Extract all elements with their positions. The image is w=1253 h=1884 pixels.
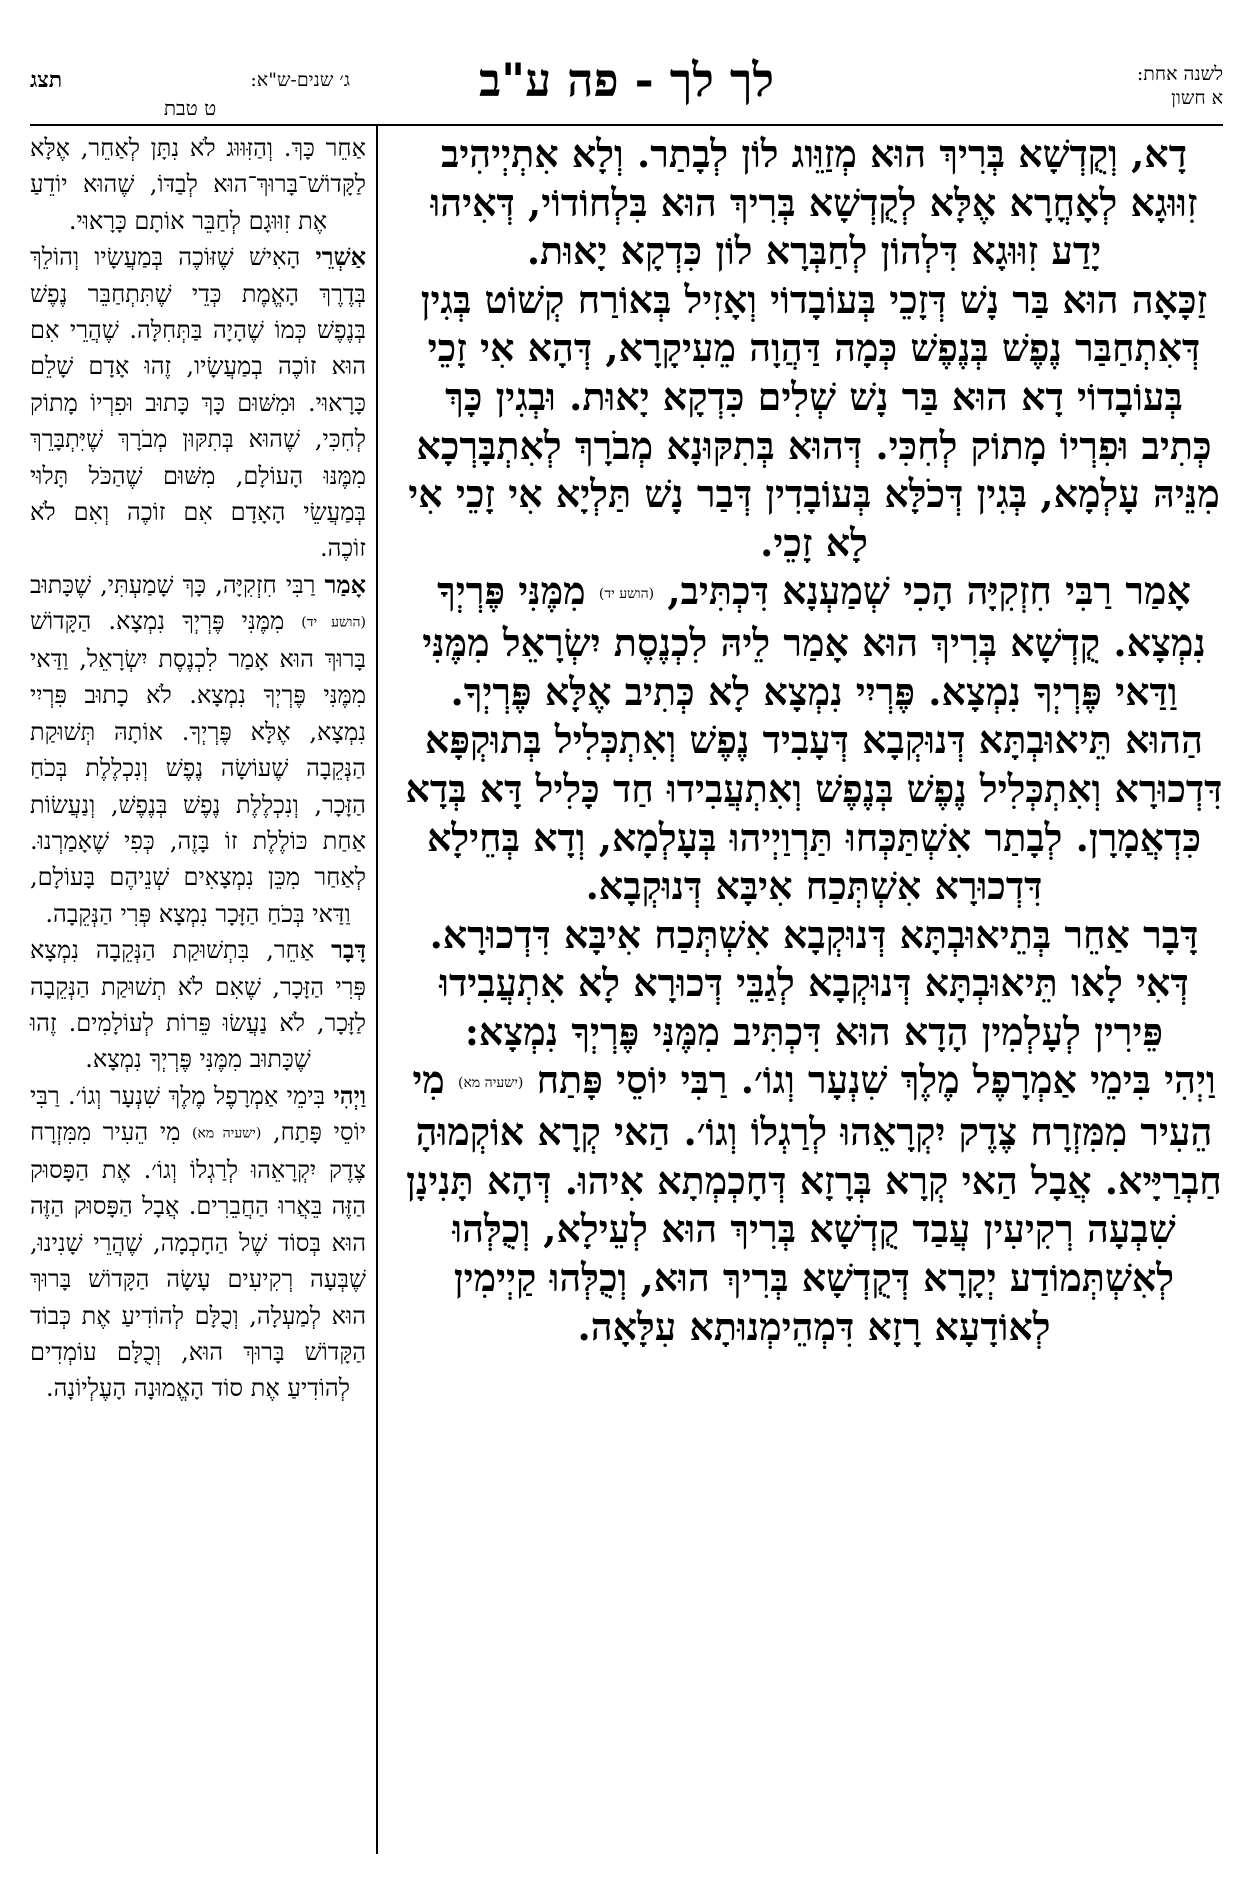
page-header — [30, 40, 1223, 120]
main-paragraph-1: דָא, וְקֻדְשָׁא בְּרִיךְ הוּא מְזַוֵּוג לוֹן לְבָתַר. וְלָא אִתְיְיהִיב זִוּוּגָא לְאָחֳרָא אֶלָּא לְקֻדְשָׁא בְּרִיךְ הוּא בִּלְחוֹדוֹי, דְּאִיהוּ יָדַע זִוּוּגָא דִּלְהוֹן לְחַבְּרָא לוֹן כִּדְקָא יָאוּת. — [430, 131, 1198, 274]
side-paragraph-5-text-a: בִּימֵי אַמְרָפֶל מֶלֶךְ שִׁנְעָר וְגוֹ׳. רַבִּי יוֹסֵי פָּתַח, — [30, 1081, 367, 1147]
main-paragraph-4-text: אַחֵר בְּתֵיאוּבְתָּא דְּנוּקְבָא אִשְׁתְּכַח אִיבָּא דִּדְכוּרָא. דְּאִי לָאו תֵּיאוּבְתָּא דְּנוּקְבָא לְגַבֵּי דְּכוּרָא לָא אִתְעֲבִידוּ פֵּירִין לְעָלְמִין הָדָא הוּא דִּכְתִּיב מִמֶּנִּי פֶּרְיְךָ נִמְצָא: — [429, 911, 1189, 1054]
header-one-year-label: לשנה אחת: — [1136, 63, 1223, 85]
header-one-year-date: א חשון — [1171, 87, 1223, 109]
column-divider — [376, 124, 378, 1854]
side-paragraph-4 — [30, 932, 366, 1078]
header-schedule-three-years — [30, 68, 350, 92]
main-paragraph-4-lead-word: דָּבָר — [1143, 911, 1199, 957]
side-paragraph-3-text-b: מִמֶּנִּי פֶּרְיְךָ נִמְצָא. הַקָּדוֹשׁ בָּרוּךְ הוּא אָמַר לִכְנֶסֶת יִשְׂרָאֵל, וַדַּאי מִמֶּנִּי פֶּרְיְךָ נִמְצָא. לֹא כָתוּב פִּרְיִי נִמְצָא, אֶלָּא פֶּרְיְךָ. אוֹתָהּ תְּשׁוּקַת הַנְּקֵבָה שֶׁעוֹשָׂה נֶפֶשׁ וְנִכְלֶלֶת בְּכֹחַ הַזָּכָר, וְנִכְלֶלֶת נֶפֶשׁ בְּנֶפֶשׁ, וְנַעֲשׂוֹת אַחַת כּוֹלֶלֶת זוֹ בָּזֶה, כְּפִי שֶׁאָמַרְנוּ. לְאַחַר מִכֵּן נִמְצָאִים שְׁנֵיהֶם בָּעוֹלָם, וַדַּאי בְּכֹחַ הַזָּכָר נִמְצָא פְּרִי הַנְּקֵבָה. — [30, 607, 366, 928]
side-paragraph-2-text: הָאִישׁ שֶׁזּוֹכֶה בְּמַעֲשָׂיו וְהוֹלֵךְ בְּדֶרֶךְ הָאֱמֶת כְּדֵי שֶׁתִּתְחַבֵּר נֶפֶשׁ בְּנֶפֶשׁ כְּמוֹ שֶׁהָיָה בַּתְּחִלָּה. שֶׁהֲרֵי אִם הוּא זוֹכֶה בְמַעֲשָׂיו, זֶהוּ אָדָם שָׁלֵם כָּרָאוּי. וּמִשּׁוּם כָּךְ כָּתוּב וּפִרְיוֹ מָתוֹק לְחִכִּי, שֶׁהוּא בְּתִקּוּן מְבֹרָךְ שֶׁיִּתְבָּרֵךְ מִמֶּנּוּ הָעוֹלָם, מִשּׁוּם שֶׁהַכֹּל תָּלוּי בְּמַעֲשֵׂי הָאָדָם אִם זוֹכֶה וְאִם לֹא זוֹכֶה. — [30, 243, 366, 563]
main-paragraph-3-reference: (הושע יד) — [598, 586, 655, 603]
main-paragraph-5-text-b: מִי הֵעִיר מִמִּזְרָח צֶדֶק יִקְרָאֵהוּ לְרַגְלוֹ וְגוֹ׳. הַאי קְרָא אוֹקְמוּהָ חַבְרַיָּיא. אֲבָל הַאי קְרָא בְּרָזָא דְּחָכְמְתָא אִיהוּ. דְּהָא תָּנִינָן שִׁבְעָה רְקִיעִין עֲבַד קֻדְשָׁא בְּרִיךְ הוּא לְעֵילָא, וְכֻלְּהוּ לְאִשְׁתְּמוֹדַע יְקָרָא דְּקֻדְשָׁא בְּרִיךְ הוּא, וְכֻלְּהוּ קַיְימִין לְאוֹדָעָא רָזָא דִּמְהֵימְנוּתָא עִלָּאָה. — [406, 1057, 1222, 1349]
side-paragraph-4-lead-word: דָּבָר — [331, 935, 366, 965]
side-paragraph-5-text-b: מִי הֵעִיר מִמִּזְרָח צֶדֶק יִקְרָאֵהוּ לְרַגְלוֹ וְגוֹ׳. אֶת הַפָּסוּק הַזֶּה בֵּאֲרוּ הַחֲבֵרִים. אֲבָל הַפָּסוּק הַזֶּה הוּא בְּסוֹד שֶׁל הַחָכְמָה, שֶׁהֲרֵי שָׁנִינוּ, שֶׁבְּעָה רְקִיעִים עָשָׂה הַקָּדוֹשׁ בָּרוּךְ הוּא לְמַעְלָה, וְכֻלָּם לְהוֹדִיעַ אֶת כְּבוֹד הַקָּדוֹשׁ בָּרוּךְ הוּא, וְכֻלָּם עוֹמְדִים לְהוֹדִיעַ אֶת סוֹד הָאֱמוּנָה הָעֶלְיוֹנָה. — [30, 1118, 366, 1403]
side-paragraph-3-text-a: רַבִּי חִזְקִיָּה, כָּךְ שָׁמַעְתִּי, שֶׁכָּתוּב — [30, 570, 325, 599]
main-paragraph-5-reference: (ישעיה מא) — [458, 1075, 524, 1092]
main-paragraph-2-lead-word: זַכָּאָה — [1131, 276, 1208, 322]
hebrew-translation-column — [30, 130, 366, 1407]
header-divider — [30, 124, 1223, 126]
side-paragraph-5 — [30, 1078, 366, 1407]
main-paragraph-4 — [405, 911, 1223, 1057]
aramaic-main-text — [405, 130, 1223, 1351]
side-paragraph-2 — [30, 239, 366, 567]
main-paragraph-5-lead-word: וַיְהִי — [1164, 1057, 1216, 1103]
main-paragraph-3-text-a: רַבִּי חִזְקִיָּה הָכִי שְׁמַעְנָא דִּכְתִּיב, — [654, 568, 1126, 614]
side-paragraph-2-lead-word: אַשְׁרֵי — [315, 242, 366, 272]
side-paragraph-5-reference: (ישעיה מא) — [192, 1125, 262, 1142]
main-paragraph-3-text-b: מִמֶּנִּי פֶּרְיְךָ נִמְצָא. קֻדְשָׁא בְּרִיךְ הוּא אָמַר לֵיהּ לִכְנֶסֶת יִשְׂרָאֵל מִמֶּנִּי וַדַּאי פֶּרְיְךָ נִמְצָא. פֶּרְיִי נִמְצָא לָא כְּתִיב אֶלָּא פֶּרְיְךָ. הַהוּא תֵּיאוּבְתָּא דְּנוּקְבָא דְּעָבִיד נֶפֶשׁ וְאִתְכְּלִיל בְּתוּקְפָּא דִּדְכוּרָא וְאִתְכְּלִיל נֶפֶשׁ בְּנֶפֶשׁ וְאִתְעֲבִידוּ חַד כָּלִיל דָּא בְּדָא כִּדְאֲמָרָן. לְבָתַר אִשְׁתַּכְּחוּ תַּרְוַיְיהוּ בְּעָלְמָא, וְדָא בְּחֵילָא דִּדְכוּרָא אִשְׁתְּכַח אִיבָּא דְּנוּקְבָא. — [405, 568, 1223, 909]
main-paragraph-3 — [405, 567, 1223, 910]
side-paragraph-4-text: אַחֵר, בִּתְשׁוּקַת הַנְּקֵבָה נִמְצָא פְּרִי הַזָּכָר, שֶׁאִם לֹא תְשׁוּקַת הַנְּקֵבָה לַזָּכָר, לֹא נַעֲשׂוּ פֵּרוֹת לְעוֹלָמִים. זֶהוּ שֶׁכָּתוּב מִמֶּנִּי פֶּרְיְךָ נִמְצָא. — [30, 936, 366, 1074]
side-paragraph-5-lead-word: וַיְהִי — [333, 1080, 366, 1110]
side-paragraph-3-reference: (הושע יד) — [301, 614, 366, 631]
header-three-years-date: ט טבת — [163, 96, 217, 120]
header-three-years-label: ג׳ שנים-ש"א: — [250, 69, 350, 91]
main-paragraph-3-lead-word: אָמַר — [1125, 568, 1191, 614]
main-paragraph-2 — [405, 276, 1223, 568]
side-paragraph-3 — [30, 567, 366, 932]
page-number: תצג — [30, 67, 63, 93]
page-title: לך לך - פה ע"ב — [478, 53, 775, 107]
main-paragraph-2-text: הוּא בַּר נָשׁ דְּזָכֵי בְּעוֹבָדוֹי וְאָזִיל בְּאוֹרַח קְשׁוֹט בְּגִין דְּאִתְחַבַּר נֶפֶשׁ בְּנֶפֶשׁ כְּמָה דַּהֲוָה מֵעִיקָרָא, דְּהָא אִי זָכֵי בְּעוֹבָדוֹי דָא הוּא בַּר נָשׁ שְׁלִים כִּדְקָא יָאוּת. וּבְגִין כָּךְ כְּתִיב וּפִרְיוֹ מָתוֹק לְחִכִּי. דְּהוּא בְּתִקּוּנָא מְבֹרָךְ לְאִתְבָּרְכָא מִנֵּיהּ עָלְמָא, בְּגִין דְּכֹלָּא בְּעוֹבָדִין דְּבַר נָשׁ תַּלְיָא אִי זָכֵי אִי לָא זָכֵי. — [408, 276, 1220, 565]
side-paragraph-1: אַחֵר כָּךְ. וְהַזִּוּוּג לֹא נִתָּן לְאַחֵר, אֶלָּא לַקָּדוֹשׁ־בָּרוּךְ־הוּא לְבַדּוֹ, שֶׁהוּא יוֹדֵעַ אֶת זִוּוּגָם לְחַבֵּר אוֹתָם כָּרָאוּי. — [30, 134, 366, 235]
side-paragraph-3-lead-word: אָמַר — [324, 569, 366, 599]
main-paragraph-5-text-a: בִּימֵי אַמְרָפֶל מֶלֶךְ שִׁנְעָר וְגוֹ׳. רַבִּי יוֹסֵי פָּתַח — [523, 1057, 1165, 1103]
main-paragraph-5 — [405, 1056, 1223, 1351]
